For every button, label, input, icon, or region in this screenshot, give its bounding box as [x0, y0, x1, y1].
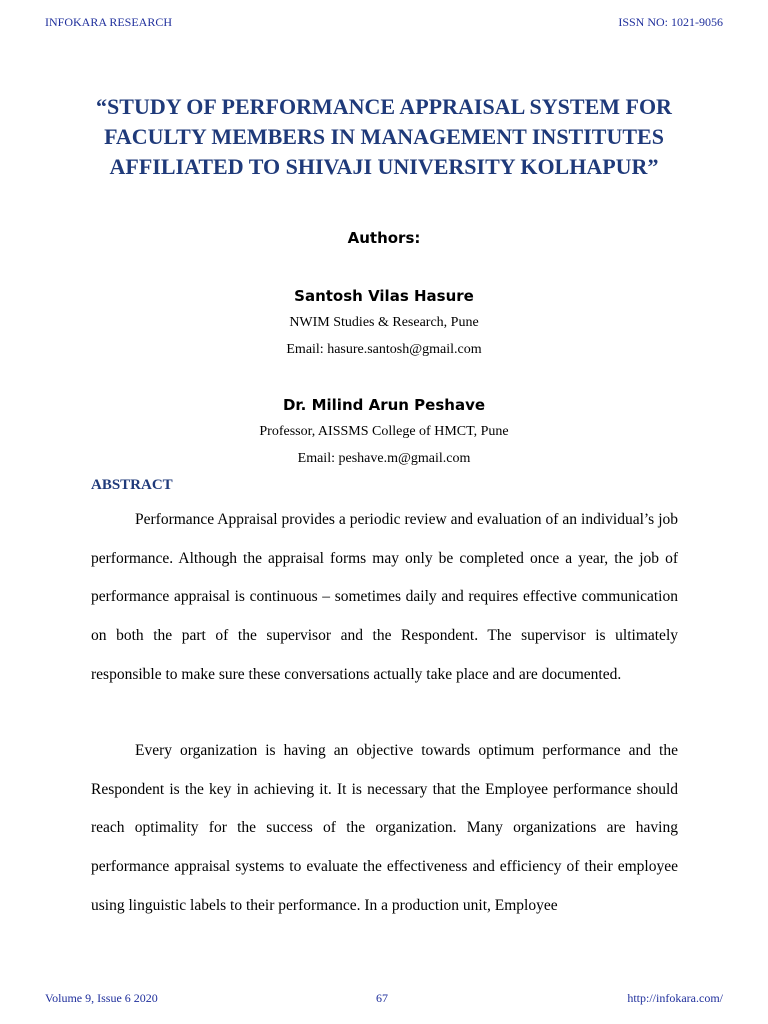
issn-number: ISSN NO: 1021-9056 [618, 15, 723, 29]
journal-name: INFOKARA RESEARCH [45, 15, 173, 29]
abstract-paragraph: Performance Appraisal provides a periodic review and evaluation of an individual’s job performance. Although the appraisal forms may only be completed once a year, the job of performance appraisal is continuous – sometimes daily and requires effective communication on both the part of the supervisor and the Respondent. The supervisor is ultimately responsible to make sure these conversations actually take place and are documented. [91, 511, 678, 683]
author-email: Email: peshave.m@gmail.com [297, 451, 471, 466]
abstract-heading: ABSTRACT [91, 477, 173, 493]
journal-url-link[interactable]: http://infokara.com/ [627, 991, 723, 1005]
author-block [0, 283, 768, 363]
author-email: Email: hasure.santosh@gmail.com [286, 342, 482, 357]
author-affiliation: NWIM Studies & Research, Pune [289, 315, 479, 330]
paper-title: “STUDY OF PERFORMANCE APPRAISAL SYSTEM FOR FACULTY MEMBERS IN MANAGEMENT INSTITUTES AFFILIATED TO SHIVAJI UNIVERSITY KOLHAPUR” [96, 94, 672, 179]
author-block [0, 392, 768, 472]
abstract-paragraph: Every organization is having an objective towards optimum performance and the Respondent is the key in achieving it. It is necessary that the Employee performance should reach optimality for the success of the organization. Many organizations are having performance appraisal systems to evaluate the effectiveness and efficiency of their employee using linguistic labels to their performance. In a production unit, Employee [91, 742, 678, 914]
author-name: Dr. Milind Arun Peshave [282, 396, 486, 414]
page-number: 67 [376, 991, 388, 1005]
volume-issue: Volume 9, Issue 6 2020 [45, 991, 158, 1005]
authors-heading: Authors: [347, 229, 421, 247]
author-affiliation: Professor, AISSMS College of HMCT, Pune [259, 424, 509, 439]
author-name: Santosh Vilas Hasure [294, 287, 474, 305]
